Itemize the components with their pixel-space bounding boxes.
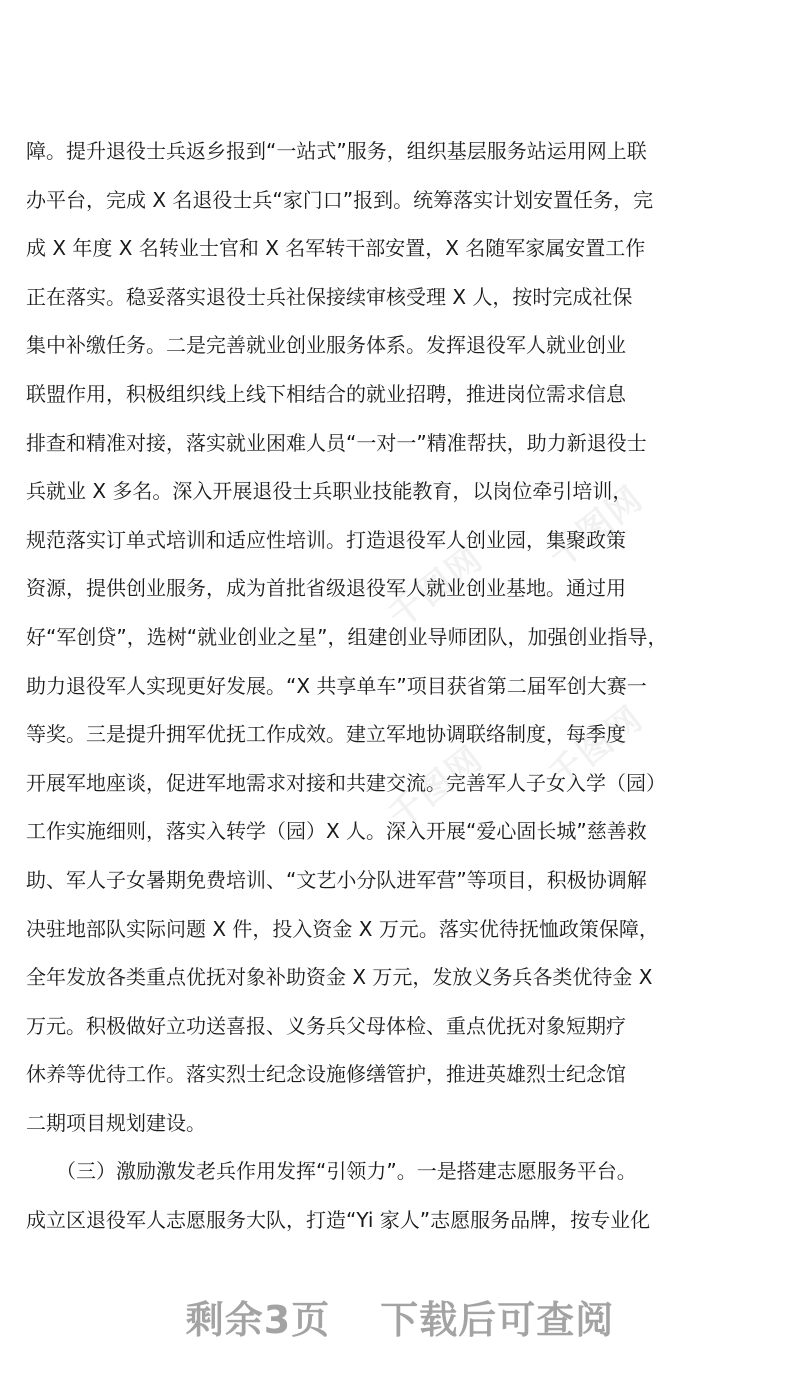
paragraph-line: 集中补缴任务。二是完善就业创业服务体系。发挥退役军人就业创业 xyxy=(26,333,626,358)
paragraph-line: 好“军创贷”，选树“就业创业之星”，组建创业导师团队，加强创业指导， xyxy=(26,624,668,649)
paragraph-line: 办平台，完成 X 名退役士兵“家门口”报到。统筹落实计划安置任务，完 xyxy=(26,187,654,212)
paragraph-line: 联盟作用，积极组织线上线下相结合的就业招聘，推进岗位需求信息 xyxy=(26,381,626,406)
paragraph-line: 排查和精准对接，落实就业困难人员“一对一”精准帮扶，助力新退役士 xyxy=(26,430,647,455)
watermark: 千图网 xyxy=(381,538,492,637)
remaining-pages-label: 剩余3页 xyxy=(185,1298,331,1342)
paragraph-line: 正在落实。稳妥落实退役士兵社保接续审核受理 X 人，按时完成社保 xyxy=(26,284,633,309)
paragraph-line: 开展军地座谈，促进军地需求对接和共建交流。完善军人子女入学（园） xyxy=(26,770,666,795)
watermark: 千图网 xyxy=(381,738,492,837)
paragraph-line: 障。提升退役士兵返乡报到“一站式”服务，组织基层服务站运用网上联 xyxy=(26,139,647,163)
paragraph-line: 成 X 年度 X 名转业士官和 X 名军转干部安置，X 名随军家属安置工作 xyxy=(26,236,646,261)
paragraph-line: 助力退役军人实现更好发展。“X 共享单车”项目获省第二届军创大赛一 xyxy=(26,673,647,698)
download-to-view-label: 下载后可查阅 xyxy=(380,1298,615,1342)
paragraph-line: （三）激励激发老兵作用发挥“引领力”。一是搭建志愿服务平台。 xyxy=(26,1159,637,1184)
download-prompt-banner[interactable] xyxy=(0,1290,800,1350)
document-body xyxy=(26,127,706,1245)
paragraph-line: 助、军人子女暑期免费培训、“文艺小分队进军营”等项目，积极协调解 xyxy=(26,867,647,892)
paragraph-line: 成立区退役军人志愿服务大队，打造“Yi 家人”志愿服务品牌，按专业化 xyxy=(26,1208,651,1233)
paragraph-line: 规范落实订单式培训和适应性培训。打造退役军人创业园，集聚政策 xyxy=(26,527,626,552)
paragraph-line: 资源，提供创业服务，成为首批省级退役军人就业创业基地。通过用 xyxy=(26,576,626,601)
paragraph-line: 休养等优待工作。落实烈士纪念设施修缮管护，推进英雄烈士纪念馆 xyxy=(26,1062,626,1087)
paragraph-line: 工作实施细则，落实入转学（园）X 人。深入开展“爱心固长城”慈善救 xyxy=(26,819,647,844)
paragraph-line: 二期项目规划建设。 xyxy=(26,1110,206,1135)
paragraph-line: 万元。积极做好立功送喜报、义务兵父母体检、重点优抚对象短期疗 xyxy=(26,1013,626,1038)
watermark: 千图网 xyxy=(541,478,652,577)
paragraph-line: 等奖。三是提升拥军优抚工作成效。建立军地协调联络制度，每季度 xyxy=(26,722,626,747)
paragraph-line: 兵就业 X 多名。深入开展退役士兵职业技能教育，以岗位牵引培训， xyxy=(26,479,633,504)
watermark: 千图网 xyxy=(541,698,652,797)
paragraph-line: 全年发放各类重点优抚对象补助资金 X 万元，发放义务兵各类优待金 X xyxy=(26,965,653,990)
paragraph-line: 决驻地部队实际问题 X 件，投入资金 X 万元。落实优待抚恤政策保障， xyxy=(26,916,659,941)
